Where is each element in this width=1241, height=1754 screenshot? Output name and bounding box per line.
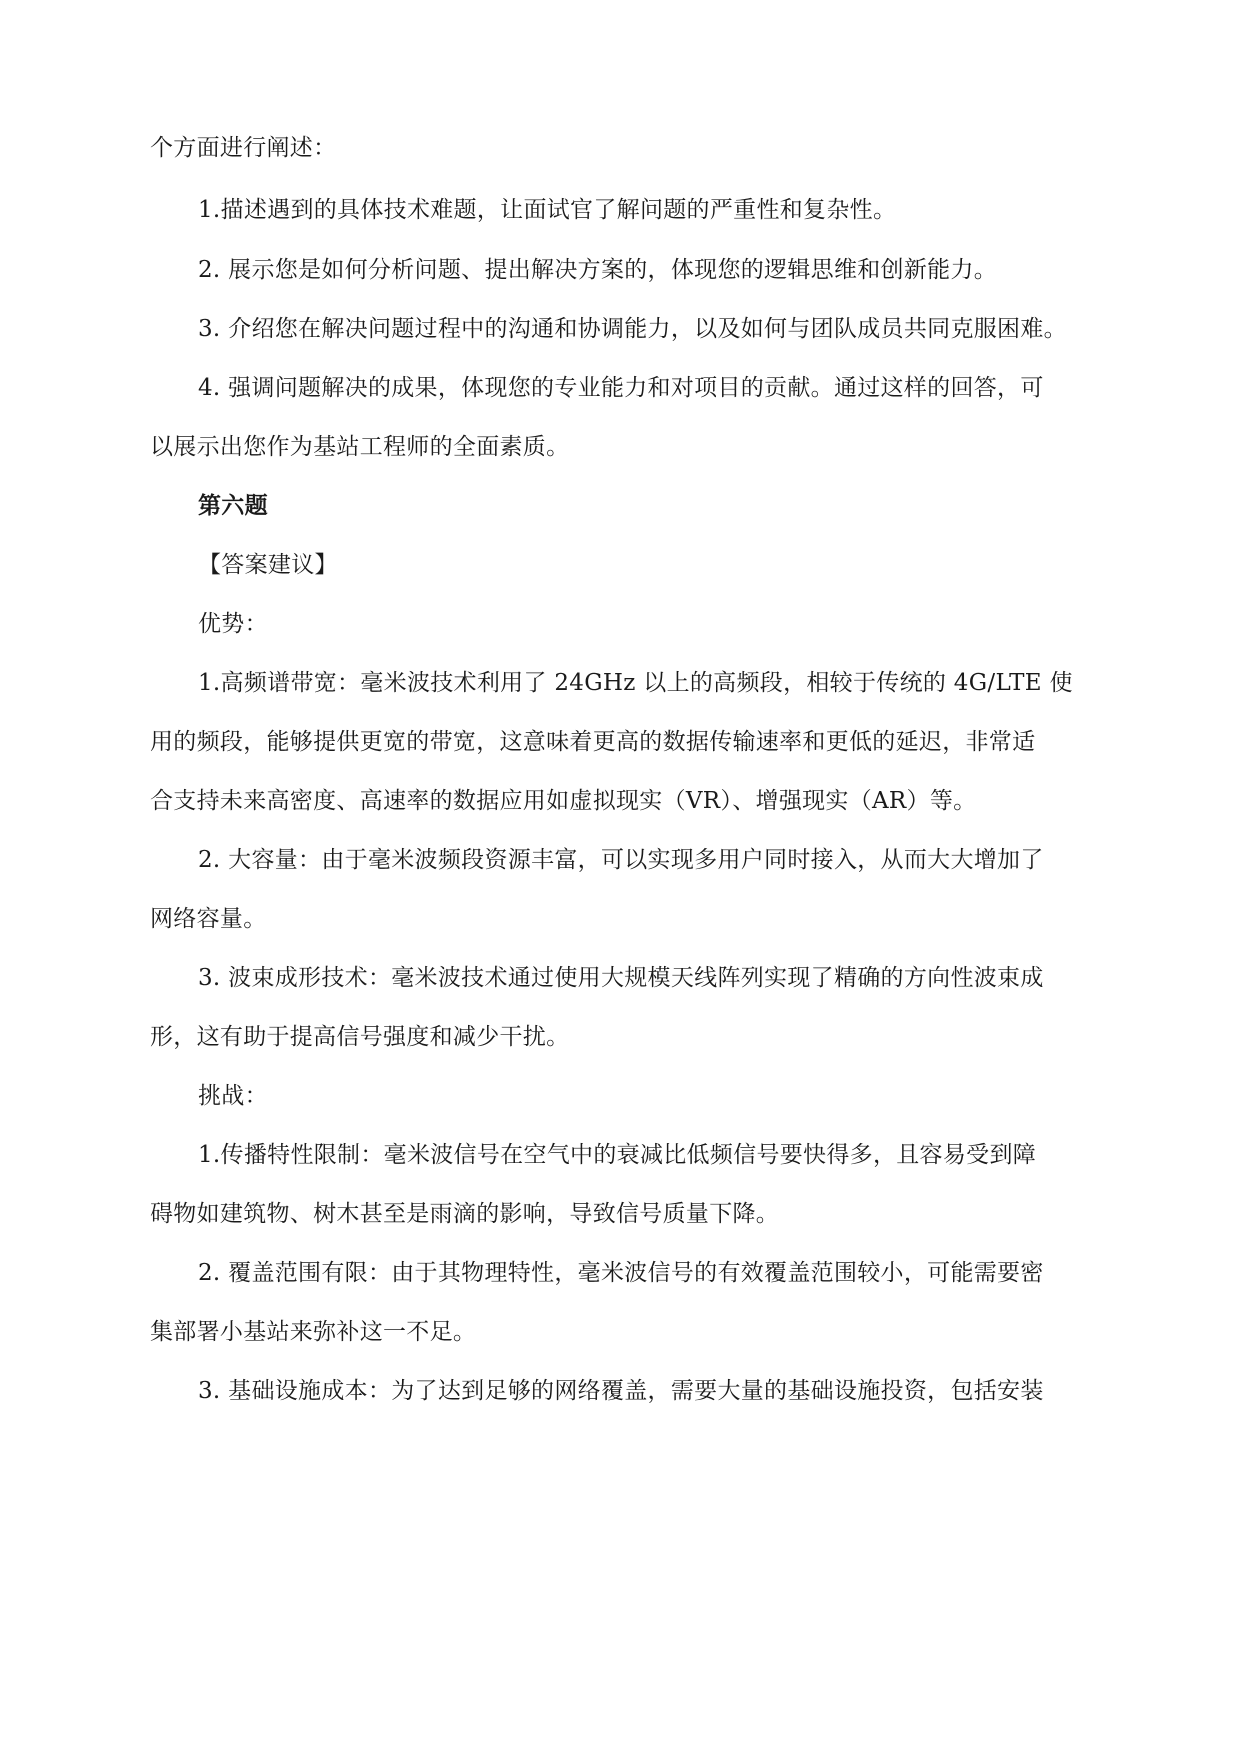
list-item-2: 2. 展示您是如何分析问题、提出解决方案的，体现您的逻辑思维和创新能力。 xyxy=(198,257,998,283)
advantage-2: 2. 大容量：由于毫米波频段资源丰富，可以实现多用户同时接入，从而大大增加了 xyxy=(198,847,1044,873)
list-item-3: 3. 介绍您在解决问题过程中的沟通和协调能力，以及如何与团队成员共同克服困难。 xyxy=(198,316,1067,342)
advantage-2-line-2: 网络容量。 xyxy=(150,906,267,932)
challenge-1-line-2: 碍物如建筑物、树木甚至是雨滴的影响，导致信号质量下降。 xyxy=(150,1201,780,1227)
challenge-2-line-2: 集部署小基站来弥补这一不足。 xyxy=(150,1319,477,1345)
paragraph-continuation: 个方面进行阐述： xyxy=(150,135,337,161)
challenge-1: 1.传播特性限制：毫米波信号在空气中的衰减比低频信号要快得多，且容易受到障 xyxy=(198,1142,1037,1168)
advantage-1-line-3: 合支持未来高密度、高速率的数据应用如虚拟现实（VR）、增强现实（AR）等。 xyxy=(150,788,977,814)
advantages-heading: 优势： xyxy=(198,611,268,637)
advantage-1: 1.高频谱带宽：毫米波技术利用了 24GHz 以上的高频段，相较于传统的 4G/LTE 使 xyxy=(198,670,1073,696)
list-item-4-continuation: 以展示出您作为基站工程师的全面素质。 xyxy=(150,434,570,460)
challenge-2: 2. 覆盖范围有限：由于其物理特性，毫米波信号的有效覆盖范围较小，可能需要密 xyxy=(198,1260,1044,1286)
challenge-3: 3. 基础设施成本：为了达到足够的网络覆盖，需要大量的基础设施投资，包括安装 xyxy=(198,1378,1044,1404)
advantage-3: 3. 波束成形技术：毫米波技术通过使用大规模天线阵列实现了精确的方向性波束成 xyxy=(198,965,1044,991)
answer-label: 【答案建议】 xyxy=(198,552,338,578)
advantage-3-line-2: 形，这有助于提高信号强度和减少干扰。 xyxy=(150,1024,570,1050)
list-item-1: 1.描述遇到的具体技术难题，让面试官了解问题的严重性和复杂性。 xyxy=(198,197,897,223)
list-item-4: 4. 强调问题解决的成果，体现您的专业能力和对项目的贡献。通过这样的回答，可 xyxy=(198,375,1044,401)
section-heading: 第六题 xyxy=(198,492,268,519)
advantage-1-line-2: 用的频段，能够提供更宽的带宽，这意味着更高的数据传输速率和更低的延迟，非常适 xyxy=(150,729,1036,755)
challenges-heading: 挑战： xyxy=(198,1083,268,1109)
